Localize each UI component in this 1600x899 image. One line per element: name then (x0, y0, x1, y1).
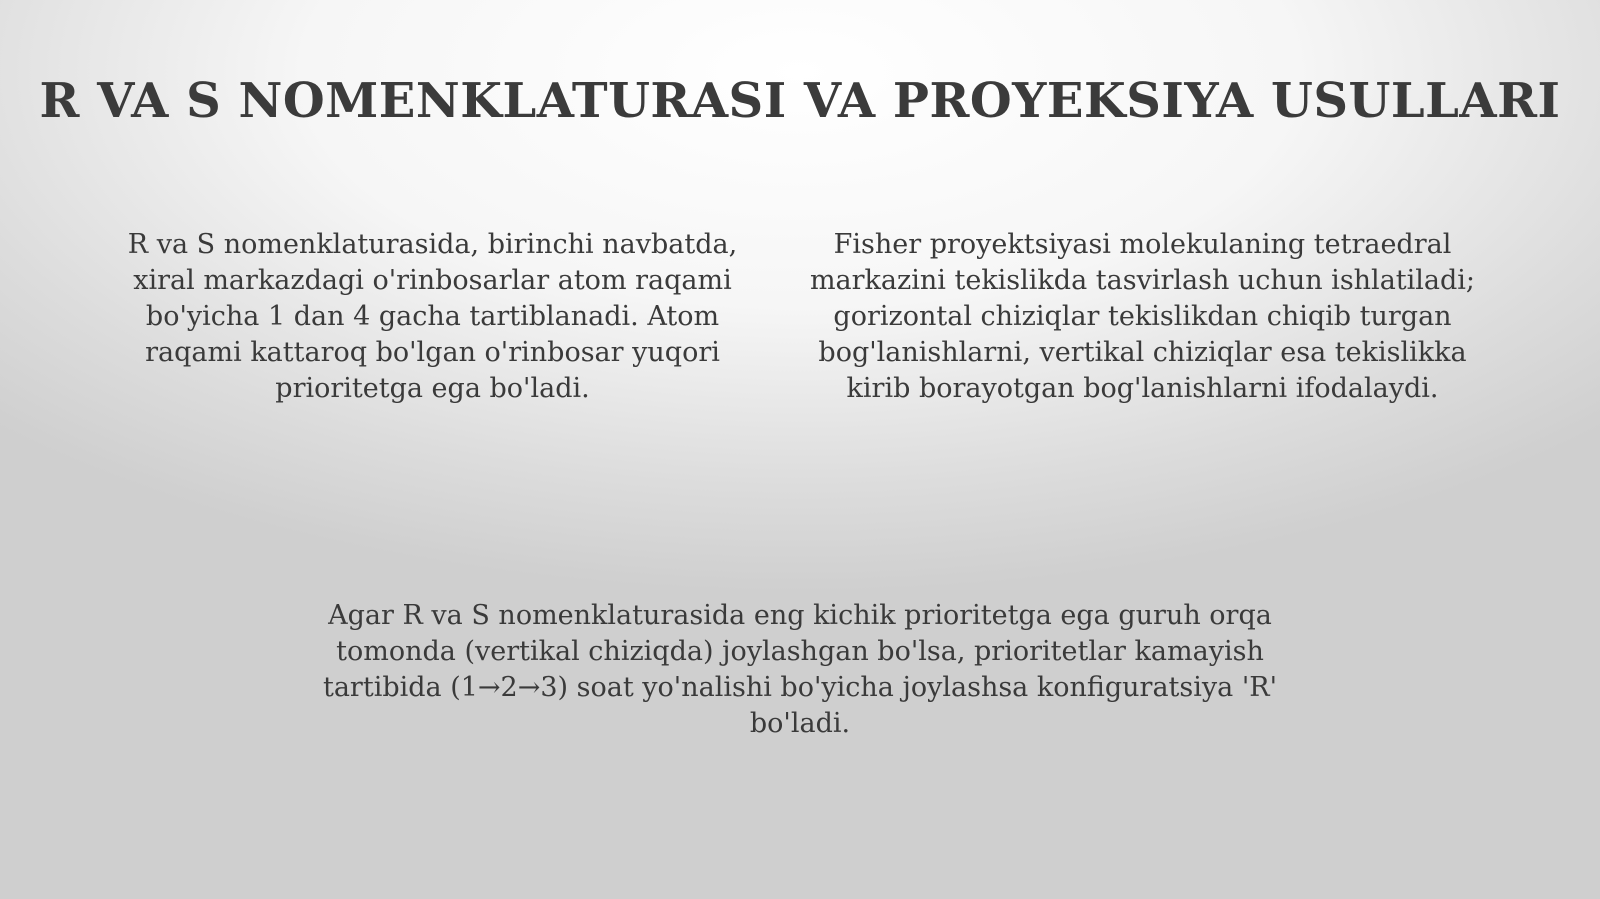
bottom-paragraph: Agar R va S nomenklaturasida eng kichik prioritetga ega guruh orqa tomonda (vertikal chiziqda) joylashgan bo'lsa, prioritetlar kamayish tartibida (1→2→3) soat yo'nalishi bo'yicha joylashsa konfiguratsiya 'R' bo'ladi. (322, 600, 1278, 739)
left-paragraph: R va S nomenklaturasida, birinchi navbatda, xiral markazdagi o'rinbosarlar atom raqami bo'yicha 1 dan 4 gacha tartiblanadi. Atom raqami kattaroq bo'lgan o'rinbosar yuqori prioritetga ega bo'ladi. (127, 229, 738, 404)
right-paragraph: Fisher proyektsiyasi molekulaning tetraedral markazini tekislikda tasvirlash uchun ishlatiladi; gorizontal chiziqlar tekislikdan chiqib turgan bog'lanishlarni, vertikal chiziqlar esa tekislikka kirib borayotgan bog'lanishlarni ifodalaydi. (809, 229, 1476, 404)
slide-title: R VA S NOMENKLATURASI VA PROYEKSIYA USULLARI (39, 73, 1561, 129)
